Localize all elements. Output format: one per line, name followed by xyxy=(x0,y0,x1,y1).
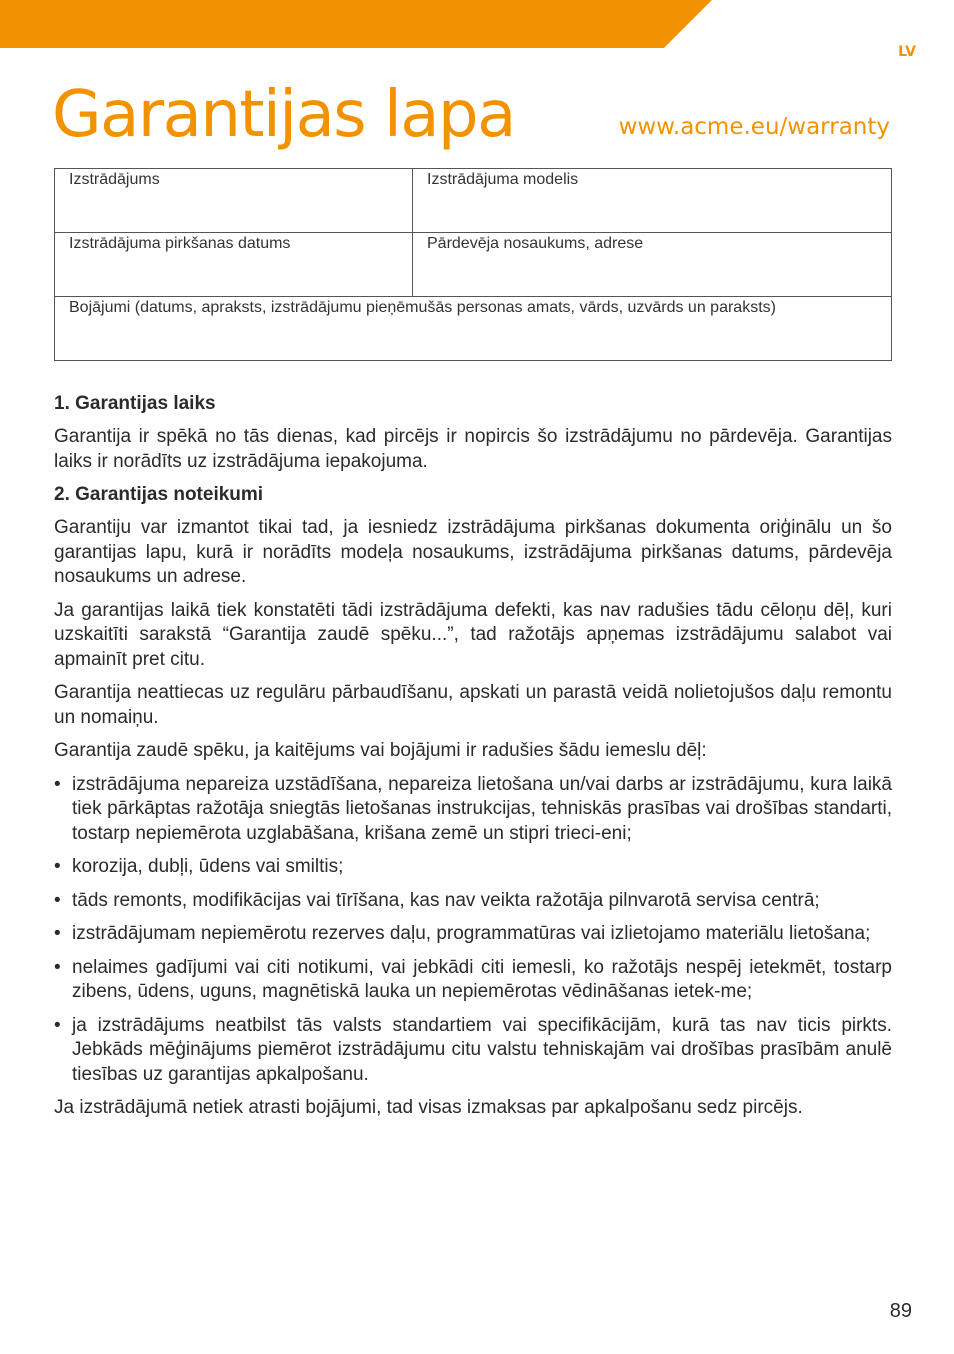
section-1-heading: 1. Garantijas laiks xyxy=(54,393,216,414)
section-2-paragraph-2: Ja garantijas laikā tiek konstatēti tādi izstrādājuma defekti, kas nav radušies tādu cēloņu dēļ, kuri uzskaitīti sarakstā “Garantija zaudē spēku...”, tad ražotājs apņemas izstrādājumu salabot vai apmainīt pret citu. xyxy=(54,599,892,670)
product-field[interactable] xyxy=(55,169,413,233)
section-2-paragraph-4: Garantija zaudē spēku, ja kaitējums vai bojājumi ir radušies šādu iemeslu dēļ: xyxy=(54,740,707,761)
orange-header-band xyxy=(0,0,954,50)
defects-field[interactable] xyxy=(55,297,892,361)
list-item-text: ja izstrādājums neatbilst tās valsts standartiem vai specifikācijām, kurā tas nav ticis pirkts. Jebkāds mēģinājums piemērot izstrādājumu citu valstu tehniskajām vai drošības prasībām anulē tiesības uz garantijas apkalpošanu. xyxy=(72,1014,892,1085)
seller-label: Pārdevēja nosaukums, adrese xyxy=(427,235,644,252)
product-label: Izstrādājums xyxy=(69,171,160,188)
defects-label: Bojājumi (datums, apraksts, izstrādājumu pieņēmušās personas amats, vārds, uzvārds un paraksts) xyxy=(69,299,776,316)
list-item xyxy=(54,1014,892,1088)
page-title: Garantijas lapa xyxy=(52,78,515,152)
void-conditions-list xyxy=(54,773,892,1088)
list-item-text: korozija, dubļi, ūdens vai smiltis; xyxy=(72,856,344,877)
language-code: LV xyxy=(898,44,916,60)
list-item-text: izstrādājumam nepiemērotu rezerves daļu, programmatūras vai izlietojamo materiālu lietošana; xyxy=(72,923,871,944)
purchase-date-label: Izstrādājuma pirkšanas datums xyxy=(69,235,291,252)
warranty-form-table xyxy=(54,168,892,361)
list-item xyxy=(54,922,892,947)
page-number: 89 xyxy=(889,1300,912,1322)
bullet-icon: • xyxy=(54,1014,61,1036)
warranty-url: www.acme.eu/warranty xyxy=(618,114,890,140)
section-1-text: Garantija ir spēkā no tās dienas, kad pircējs ir nopircis šo izstrādājumu no pārdevēja. Garantijas laiks ir norādīts uz izstrādājuma iepakojuma. xyxy=(54,426,892,472)
model-label: Izstrādājuma modelis xyxy=(427,171,579,188)
list-item xyxy=(54,956,892,1005)
seller-field[interactable] xyxy=(413,233,892,297)
bullet-icon: • xyxy=(54,956,61,978)
list-item-text: izstrādājuma nepareiza uzstādīšana, nepareiza lietošana un/vai darbs ar izstrādājumu, kura laikā tiek pārkāptas ražotāja sniegtās lietošanas instrukcijas, tehniskās prasības vai drošības standarti, tostarp nepiemērota uzglabāšana, krišana zemē un stipri trieci-eni; xyxy=(72,773,892,844)
closing-paragraph: Ja izstrādājumā netiek atrasti bojājumi, tad visas izmaksas par apkalpošanu sedz pircējs. xyxy=(54,1097,803,1118)
list-item-text: nelaimes gadījumi vai citi notikumi, vai jebkādi citi iemesli, ko ražotājs nespēj ietekmēt, tostarp zibens, ūdens, uguns, magnētiskā lauka un nepiemērotas vēdināšanas ietek-me; xyxy=(72,956,892,1002)
list-item xyxy=(54,773,892,847)
list-item-text: tāds remonts, modifikācijas vai tīrīšana, kas nav veikta ražotāja pilnvarotā servisa centrā; xyxy=(72,889,820,911)
list-item xyxy=(54,889,892,914)
section-2-paragraph-3: Garantija neattiecas uz regulāru pārbaudīšanu, apskati un parastā veidā nolietojušos daļu remontu un nomaiņu. xyxy=(54,682,892,728)
bullet-icon: • xyxy=(54,923,61,944)
bullet-icon: • xyxy=(54,856,61,877)
bullet-icon: • xyxy=(54,773,61,795)
bullet-icon: • xyxy=(54,889,61,911)
section-2-paragraph-1: Garantiju var izmantot tikai tad, ja iesniedz izstrādājuma pirkšanas dokumenta oriģinālu un šo garantijas lapu, kurā ir norādīts modeļa nosaukums, izstrādājuma pirkšanas datums, pārdevēja nosaukums un adrese. xyxy=(54,517,892,587)
purchase-date-field[interactable] xyxy=(55,233,413,297)
list-item xyxy=(54,855,892,880)
section-2-heading: 2. Garantijas noteikumi xyxy=(54,484,264,505)
model-field[interactable] xyxy=(413,169,892,233)
warranty-content xyxy=(54,392,892,1130)
